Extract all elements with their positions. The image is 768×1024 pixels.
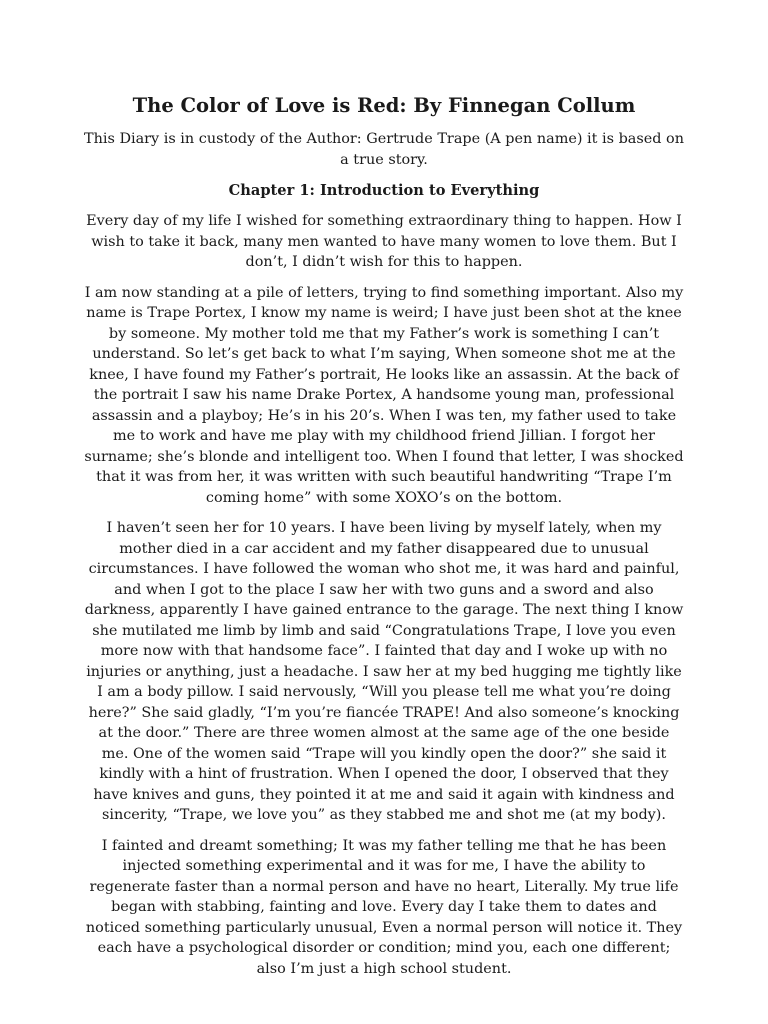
document-title: The Color of Love is Red: By Finnegan Collum (132, 94, 636, 117)
chapter-heading: Chapter 1: Introduction to Everything (228, 182, 540, 199)
body-paragraph-3: I haven’t seen her for 10 years. I have been living by myself lately, when my mother died in a car accident and my father disappeared due to unusual circumstances. I have followed the woman who shot me, it was hard and painful, and when I got to the place I saw her with two guns and a sword and also darkness, apparently I have gained entrance to the garage. The next thing I know she mutilated me limb by limb and said “Congratulations Trape, I love you even more now with that handsome face”. I fainted that day and I woke up with no injuries or anything, just a headache. I saw her at my bed hugging me tightly like I am a body pillow. I said nervously, “Will you please tell me what you’re doing here?” She said gladly, “I’m you’re fiancée TRAPE! And also someone’s knocking at the door.” There are three women almost at the same age of the one beside me. One of the women said “Trape will you kindly open the door?” she said it kindly with a hint of frustration. When I opened the door, I observed that they have knives and guns, they pointed it at me and said it again with kindness and sincerity, “Trape, we love you” as they stabbed me and shot me (at my body). (84, 520, 684, 823)
intro-paragraph: This Diary is in custody of the Author: Gertrude Trape (A pen name) it is based on a true story. (84, 131, 684, 168)
document-page (84, 93, 684, 989)
body-paragraph-4: I fainted and dreamt something; It was my father telling me that he has been injected something experimental and it was for me, I have the ability to regenerate faster than a normal person and have no heart, Literally. My true life began with stabbing, fainting and love. Every day I take them to dates and noticed something particularly unusual, Even a normal person will notice it. They each have a psychological disorder or condition; mind you, each one different; also I’m just a high school student. (85, 837, 683, 977)
body-paragraph-1: Every day of my life I wished for something extraordinary thing to happen. How I wish to take it back, many men wanted to have many women to love them. But I don’t, I didn’t wish for this to happen. (86, 213, 682, 270)
body-paragraph-2: I am now standing at a pile of letters, trying to find something important. Also my name is Trape Portex, I know my name is weird; I have just been shot at the knee by someone. My mother told me that my Father’s work is something I can’t understand. So let’s get back to what I’m saying, When someone shot me at the knee, I have found my Father’s portrait, He looks like an assassin. At the back of the portrait I saw his name Drake Portex, A handsome young man, professional assassin and a playboy; He’s in his 20’s. When I was ten, my father used to take me to work and have me play with my childhood friend Jillian. I forgot her surname; she’s blonde and intelligent too. When I found that letter, I was shocked that it was from her, it was written with such beautiful handwriting “Trape I’m coming home” with some XOXO’s on the bottom. (84, 284, 684, 506)
